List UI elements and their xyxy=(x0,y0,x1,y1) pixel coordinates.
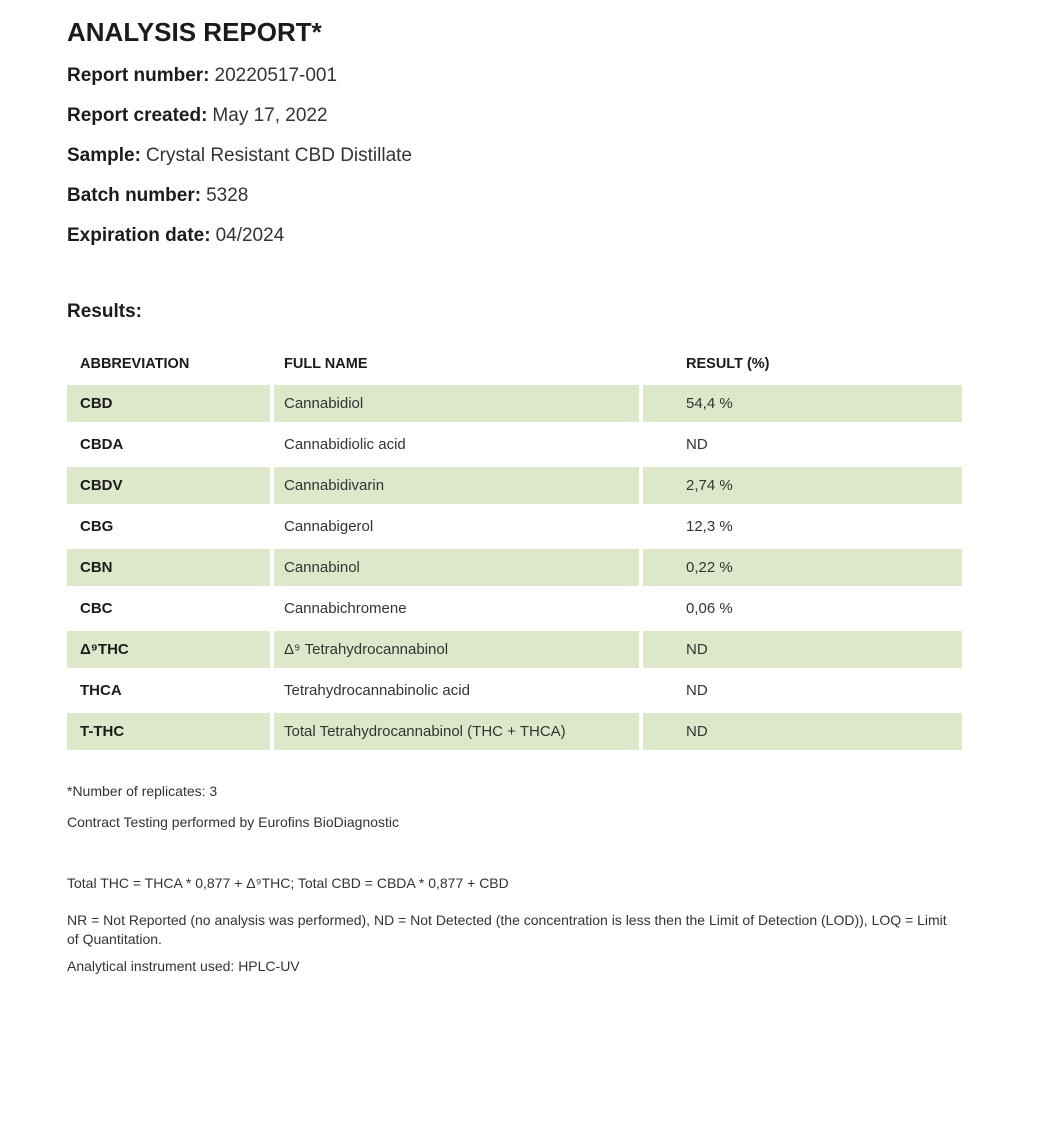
results-heading: Results: xyxy=(67,301,142,322)
cell-result: ND xyxy=(643,713,962,750)
cell-result: ND xyxy=(686,436,708,453)
footnote-abbreviation-key: NR = Not Reported (no analysis was performed), ND = Not Detected (the concentration is less then the Limit of Detection (LOD)), LOQ = Limit of Quantitation. xyxy=(67,912,947,947)
page-title: ANALYSIS REPORT* xyxy=(67,17,322,47)
cell-abbreviation: CBC xyxy=(80,600,113,617)
results-table-header xyxy=(67,357,962,371)
report-field-label: Report number: xyxy=(67,65,210,86)
cell-abbreviation: CBG xyxy=(80,518,114,535)
cell-full-name: Cannabidiol xyxy=(274,385,639,422)
cell-full-name: Tetrahydrocannabinolic acid xyxy=(284,682,470,699)
report-field-label: Report created: xyxy=(67,105,208,126)
cell-result: ND xyxy=(643,631,962,668)
results-table-body xyxy=(67,385,962,750)
cell-full-name: Cannabichromene xyxy=(284,600,407,617)
cell-abbreviation: Δ⁹THC xyxy=(67,631,270,668)
report-field-value: Crystal Resistant CBD Distillate xyxy=(145,145,412,166)
report-field-value: May 17, 2022 xyxy=(212,105,328,126)
table-row xyxy=(67,713,962,750)
table-row xyxy=(67,631,962,668)
table-row xyxy=(67,467,962,504)
cell-abbreviation: CBD xyxy=(67,385,270,422)
footnote-replicates: *Number of replicates: 3 xyxy=(67,783,218,799)
report-field xyxy=(67,226,1042,245)
table-row xyxy=(67,590,962,627)
column-header-abbreviation: ABBREVIATION xyxy=(80,356,190,372)
cell-full-name: Cannabidiolic acid xyxy=(284,436,406,453)
cell-abbreviation: CBDA xyxy=(80,436,124,453)
cell-full-name: Total Tetrahydrocannabinol (THC + THCA) xyxy=(274,713,639,750)
cell-full-name: Cannabidivarin xyxy=(274,467,639,504)
footnote-contract-testing: Contract Testing performed by Eurofins BioDiagnostic xyxy=(67,814,400,830)
cell-result: ND xyxy=(686,682,708,699)
report-field xyxy=(67,106,1042,125)
report-field xyxy=(67,146,1042,165)
column-header-result: RESULT (%) xyxy=(686,356,770,372)
table-row xyxy=(67,508,962,545)
cell-abbreviation: CBN xyxy=(67,549,270,586)
table-row xyxy=(67,549,962,586)
cell-full-name: Cannabigerol xyxy=(284,518,374,535)
cell-result: 2,74 % xyxy=(643,467,962,504)
report-field-value: 5328 xyxy=(206,185,249,206)
report-metadata xyxy=(67,66,1042,245)
table-row xyxy=(67,426,962,463)
cell-full-name: Δ⁹ Tetrahydrocannabinol xyxy=(274,631,639,668)
cell-abbreviation: CBDV xyxy=(67,467,270,504)
cell-result: 12,3 % xyxy=(686,518,733,535)
results-table xyxy=(67,357,962,750)
report-field-label: Sample: xyxy=(67,145,141,166)
footnote-total-formula: Total THC = THCA * 0,877 + Δ⁹THC; Total CBD = CBDA * 0,877 + CBD xyxy=(67,875,509,891)
cell-abbreviation: THCA xyxy=(80,682,122,699)
report-field-value: 04/2024 xyxy=(215,225,285,246)
cell-result: 54,4 % xyxy=(643,385,962,422)
report-field-value: 20220517-001 xyxy=(214,65,338,86)
table-row xyxy=(67,385,962,422)
cell-result: 0,06 % xyxy=(686,600,733,617)
report-field-label: Batch number: xyxy=(67,185,202,206)
cell-result: 0,22 % xyxy=(643,549,962,586)
report-field xyxy=(67,186,1042,205)
cell-full-name: Cannabinol xyxy=(274,549,639,586)
cell-abbreviation: T-THC xyxy=(67,713,270,750)
column-header-full-name: FULL NAME xyxy=(284,356,368,372)
table-row xyxy=(67,672,962,709)
report-field-label: Expiration date: xyxy=(67,225,211,246)
report-field xyxy=(67,66,1042,85)
footnote-instrument: Analytical instrument used: HPLC-UV xyxy=(67,958,300,974)
